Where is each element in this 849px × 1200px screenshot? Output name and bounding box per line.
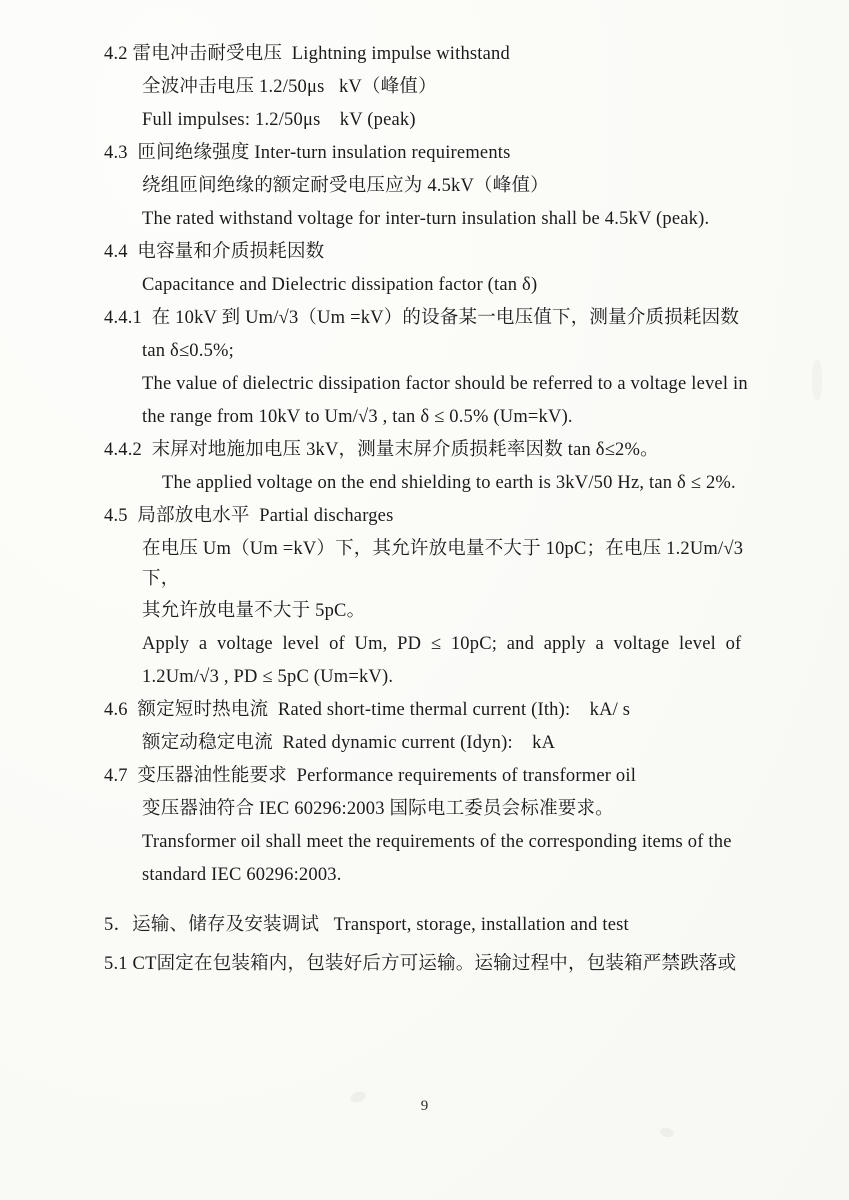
- scan-artifact: [659, 1126, 675, 1138]
- document-body: [104, 40, 784, 980]
- paragraph-4-6-second-line: 额定动稳定电流 Rated dynamic current (Idyn): kA: [142, 733, 556, 754]
- paragraph-4-5-en-text-cont: 1.2Um/√3 , PD ≤ 5pC (Um=kV).: [142, 667, 394, 688]
- paragraph-4-3-cn-text: 绕组匝间绝缘的额定耐受电压应为 4.5kV（峰值）: [142, 175, 549, 196]
- paragraph-4-5-cn-text-cont: 其允许放电量不大于 5pC。: [142, 601, 366, 622]
- paragraph-4-5-en-text: Apply a voltage level of Um, PD ≤ 10pC; and apply a voltage level of: [142, 634, 742, 655]
- paragraph-4-5-cn-text: 在电压 Um（Um =kV）下，其允许放电量不大于 10pC；在电压 1.2Um/√3 下，: [142, 538, 748, 589]
- paragraph-4-2-en-value: Full impulses: 1.2/50μs kV (peak): [142, 109, 416, 130]
- paragraph-4-4-2-en-text: The applied voltage on the end shielding to earth is 3kV/50 Hz, tan δ ≤ 2%.: [162, 472, 736, 493]
- paragraph-4-7-en-text: Transformer oil shall meet the requirements of the corresponding items of the: [142, 832, 732, 853]
- paragraph-4-4-1-cn-text: 4.4.1 在 10kV 到 Um/√3（Um =kV）的设备某一电压值下，测量介质损耗因数: [104, 307, 740, 328]
- page-number: 9: [420, 1098, 429, 1114]
- paragraph-4-3-en-text: The rated withstand voltage for inter-turn insulation shall be 4.5kV (peak).: [142, 208, 710, 229]
- paragraph-4-3-heading: 4.3 匝间绝缘强度 Inter-turn insulation requirements: [104, 142, 511, 163]
- paragraph-4-7-en-text-cont: standard IEC 60296:2003.: [142, 865, 342, 886]
- paragraph-4-5-heading: 4.5 局部放电水平 Partial discharges: [104, 505, 394, 526]
- paragraph-5-1-cn-text: 5.1 CT固定在包装箱内，包装好后方可运输。运输过程中，包装箱严禁跌落或: [104, 954, 737, 975]
- scan-artifact: [812, 360, 822, 400]
- paragraph-4-2-cn-value: 全波冲击电压 1.2/50μs kV（峰值）: [142, 76, 437, 97]
- paragraph-4-4-heading: 4.4 电容量和介质损耗因数: [104, 241, 325, 262]
- paragraph-4-4-en-heading: Capacitance and Dielectric dissipation factor (tan δ): [142, 274, 538, 295]
- paragraph-4-4-1-en-text: The value of dielectric dissipation factor should be referred to a voltage level in: [142, 373, 748, 394]
- section-5-heading: 5．运输、储存及安装调试 Transport, storage, installation and test: [104, 915, 629, 936]
- paragraph-4-7-heading: 4.7 变压器油性能要求 Performance requirements of transformer oil: [104, 766, 637, 787]
- paragraph-4-6-heading: 4.6 额定短时热电流 Rated short-time thermal current (Ith): kA/ s: [104, 700, 631, 721]
- paragraph-4-2-heading: 4.2 雷电冲击耐受电压 Lightning impulse withstand: [104, 44, 510, 64]
- paragraph-4-7-cn-text: 变压器油符合 IEC 60296:2003 国际电工委员会标准要求。: [142, 799, 614, 820]
- paragraph-4-4-1-en-text-cont: the range from 10kV to Um/√3 , tan δ ≤ 0.5% (Um=kV).: [142, 406, 573, 427]
- paragraph-4-4-2-cn-text: 4.4.2 末屏对地施加电压 3kV，测量末屏介质损耗率因数 tan δ≤2%。: [104, 439, 659, 460]
- paragraph-4-4-1-cn-text-cont: tan δ≤0.5%;: [142, 340, 234, 361]
